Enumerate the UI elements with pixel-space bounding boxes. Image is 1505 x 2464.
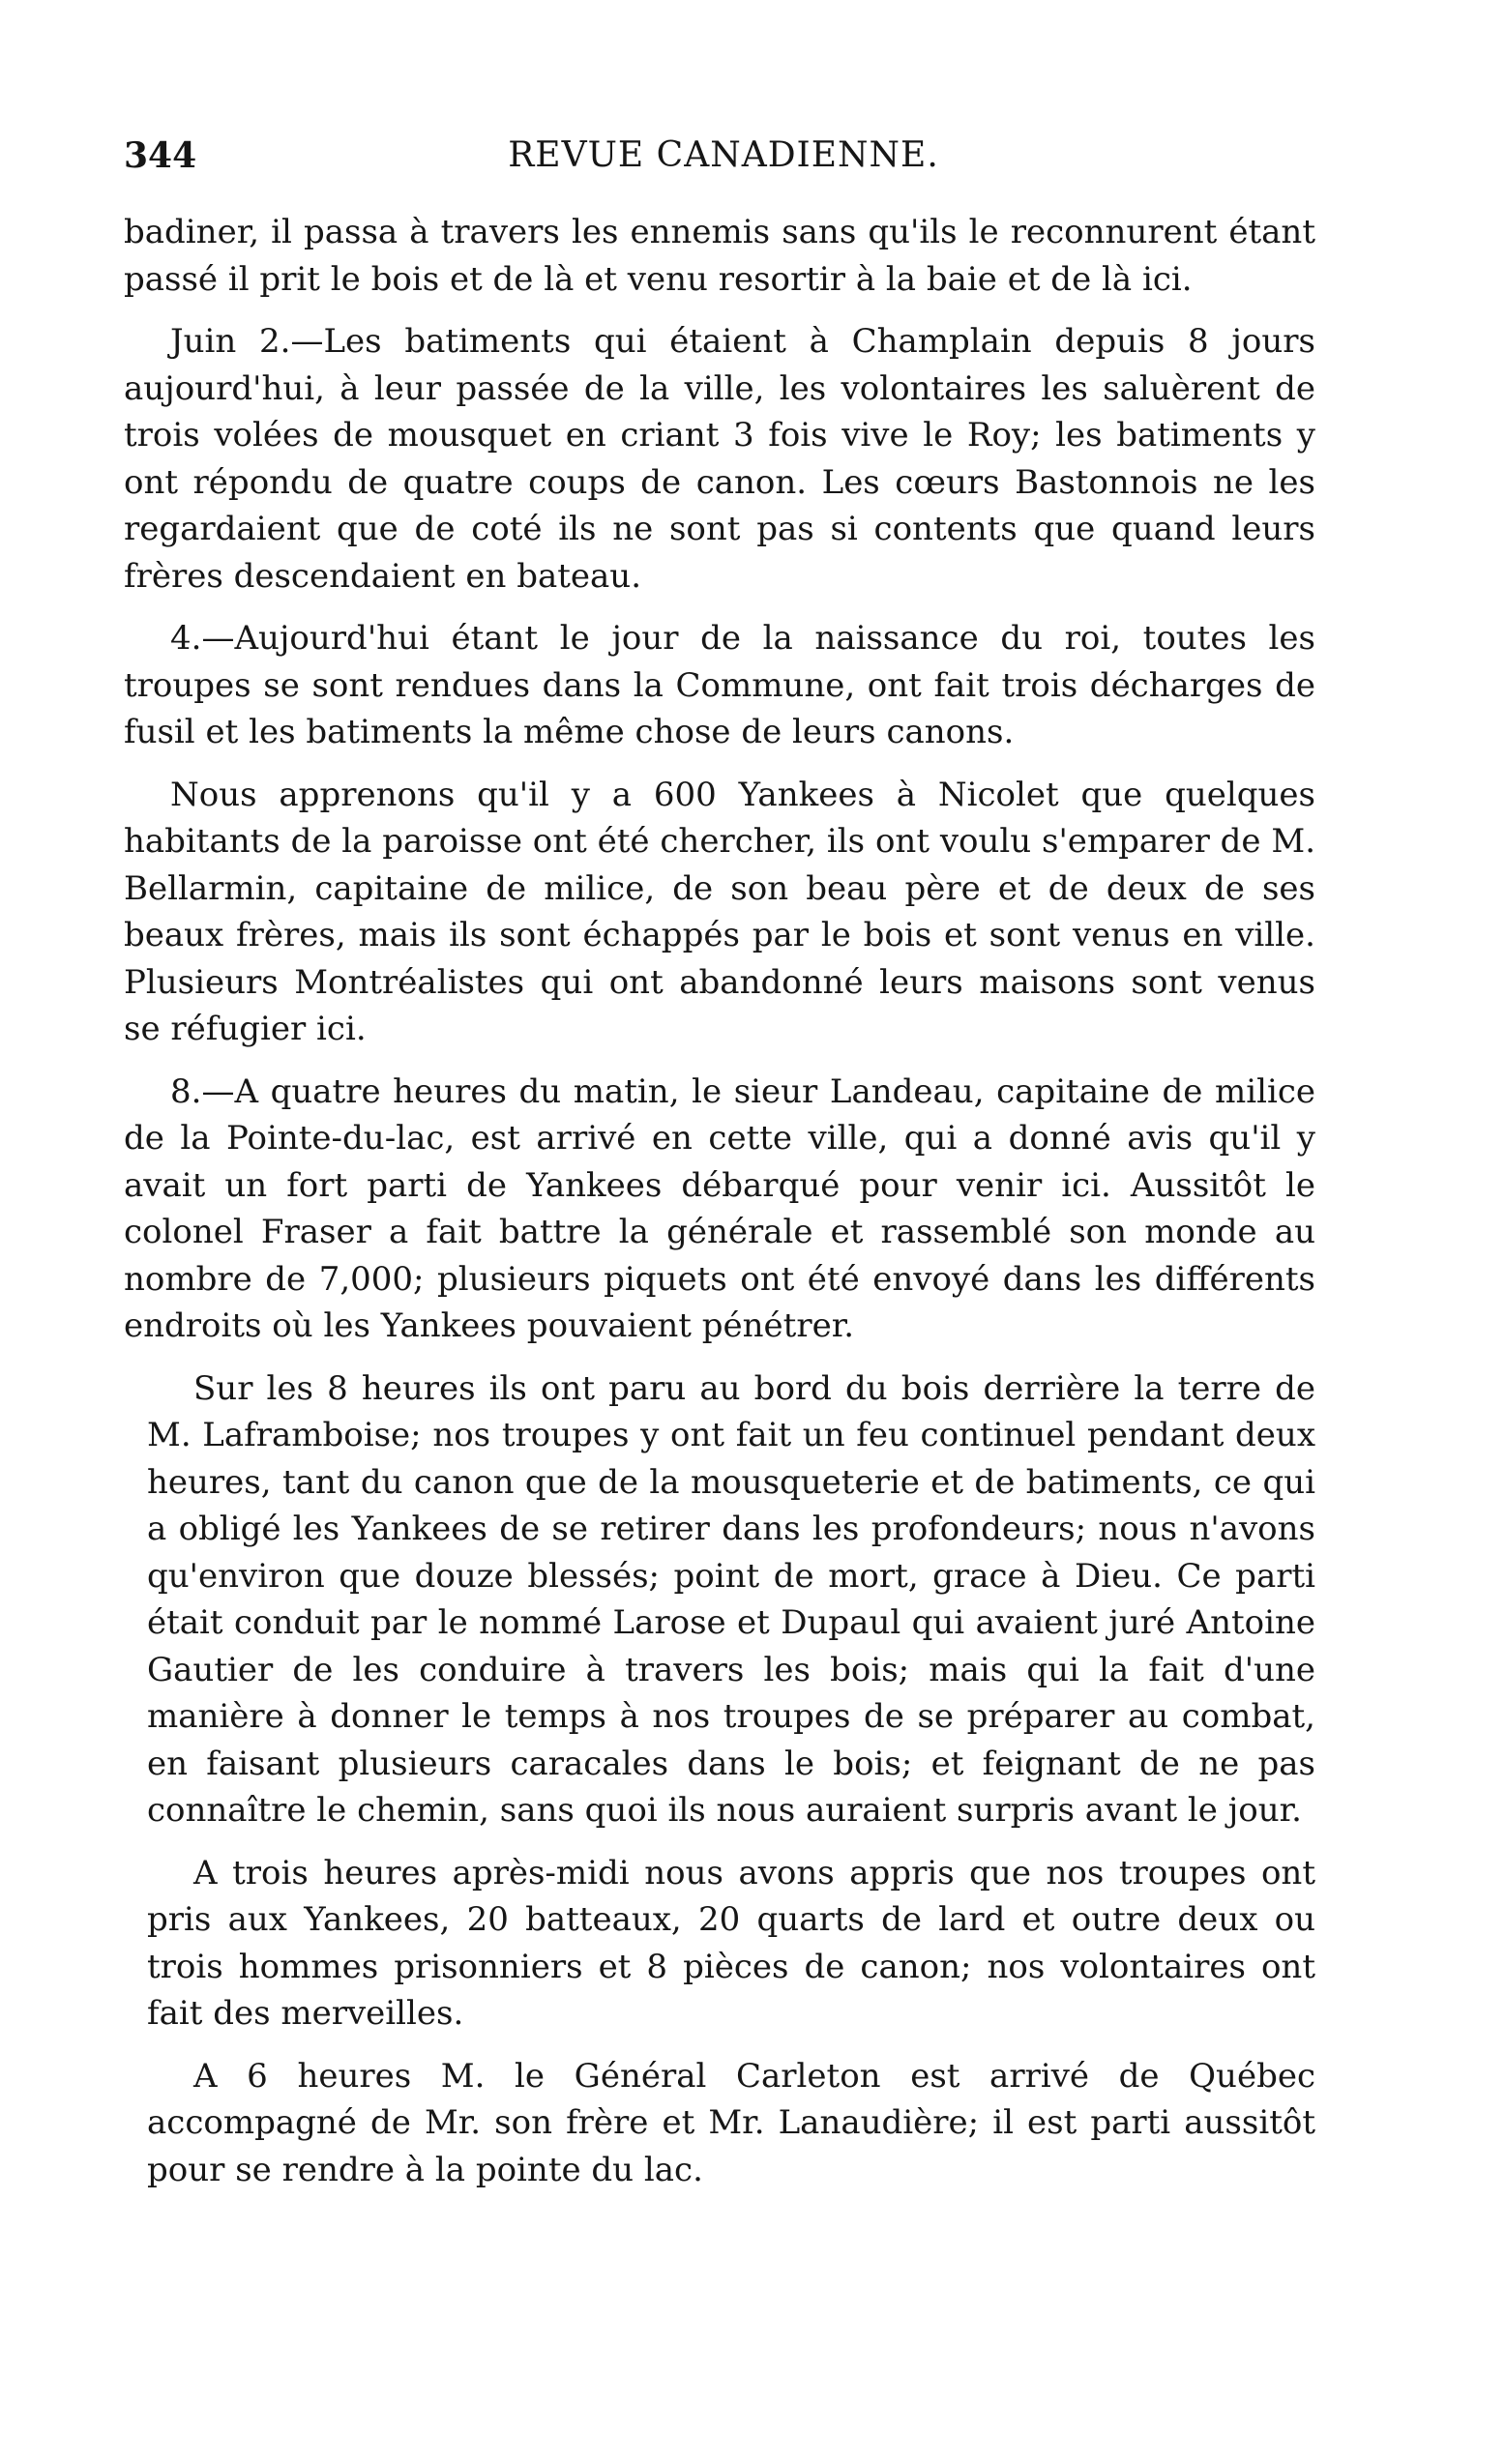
running-title: REVUE CANADIENNE. [508,135,939,175]
paragraph-june-4: 4.—Aujourd'hui étant le jour de la naissance du roi, toutes les troupes se sont rendues dans la Commune, ont fait trois décharges de fusil et les batiments la même chose de leurs canons. [124,619,1315,751]
body-text [124,209,1315,2209]
paragraph-juin-2: Juin 2.—Les batiments qui étaient à Champlain depuis 8 jours aujourd'hui, à leur passée de la ville, les volontaires les saluèrent de trois volées de mousquet en criant 3 fois vive le Roy; les batiments y ont répondu de quatre coups de canon. Les cœurs Bastonnois ne les regardaient que de coté ils ne sont pas si contents que quand leurs frères descendaient en bateau. [124,322,1315,596]
paragraph-june-8: 8.—A quatre heures du matin, le sieur Landeau, capitaine de milice de la Pointe-du-lac, est arrivé en cette ville, qui a donné avis qu'il y avait un fort parti de Yankees débarqué pour venir ici. Aussitôt le colonel Fraser a fait battre la générale et rassemblé son monde au nombre de 7,000; plusieurs piquets ont été envoyé dans les différents endroits où les Yankees pouvaient pénétrer. [124,1071,1315,1345]
paragraph-continuation: badiner, il passa à travers les ennemis sans qu'ils le reconnurent étant passé il prit le bois et de là et venu resortir à la baie et de là ici. [124,213,1315,299]
paragraph-eight-hours: Sur les 8 heures ils ont paru au bord du bois derrière la terre de M. Laframboise; nos troupes y ont fait un feu continuel pendant deux heures, tant du canon que de la mousqueterie et de batiments, ce qui a obligé les Yankees de se retirer dans les profondeurs; nous n'avons qu'environ que douze blessés; point de mort, grace à Dieu. Ce parti était conduit par le nommé Larose et Dupaul qui avaient juré Antoine Gautier de les conduire à travers les bois; mais qui la fait d'une manière à donner le temps à nos troupes de se préparer au combat, en faisant plusieurs caracales dans le bois; et feignant de ne pas connaître le chemin, sans quoi ils nous auraient surpris avant le jour. [147,1368,1315,1830]
paragraph-afternoon: A trois heures après-midi nous avons appris que nos troupes ont pris aux Yankees, 20 batteaux, 20 quarts de lard et outre deux ou trois hommes prisonniers et 8 pièces de canon; nos volontaires ont fait des merveilles. [147,1853,1315,2033]
paragraph-carleton: A 6 heures M. le Général Carleton est arrivé de Québec accompagné de Mr. son frère et Mr. Lanaudière; il est parti aussitôt pour se rendre à la pointe du lac. [147,2056,1315,2189]
page-number: 344 [124,135,197,176]
paragraph-nicolet: Nous apprenons qu'il y a 600 Yankees à Nicolet que quelques habitants de la paroisse ont été chercher, ils ont voulu s'emparer de M. Bellarmin, capitaine de milice, de son beau père et de deux de ses beaux frères, mais ils sont échappés par le bois et sont venus en ville. Plusieurs Montréalistes qui ont abandonné leurs maisons sont venus se réfugier ici. [124,775,1315,1048]
page-header [124,133,1323,191]
